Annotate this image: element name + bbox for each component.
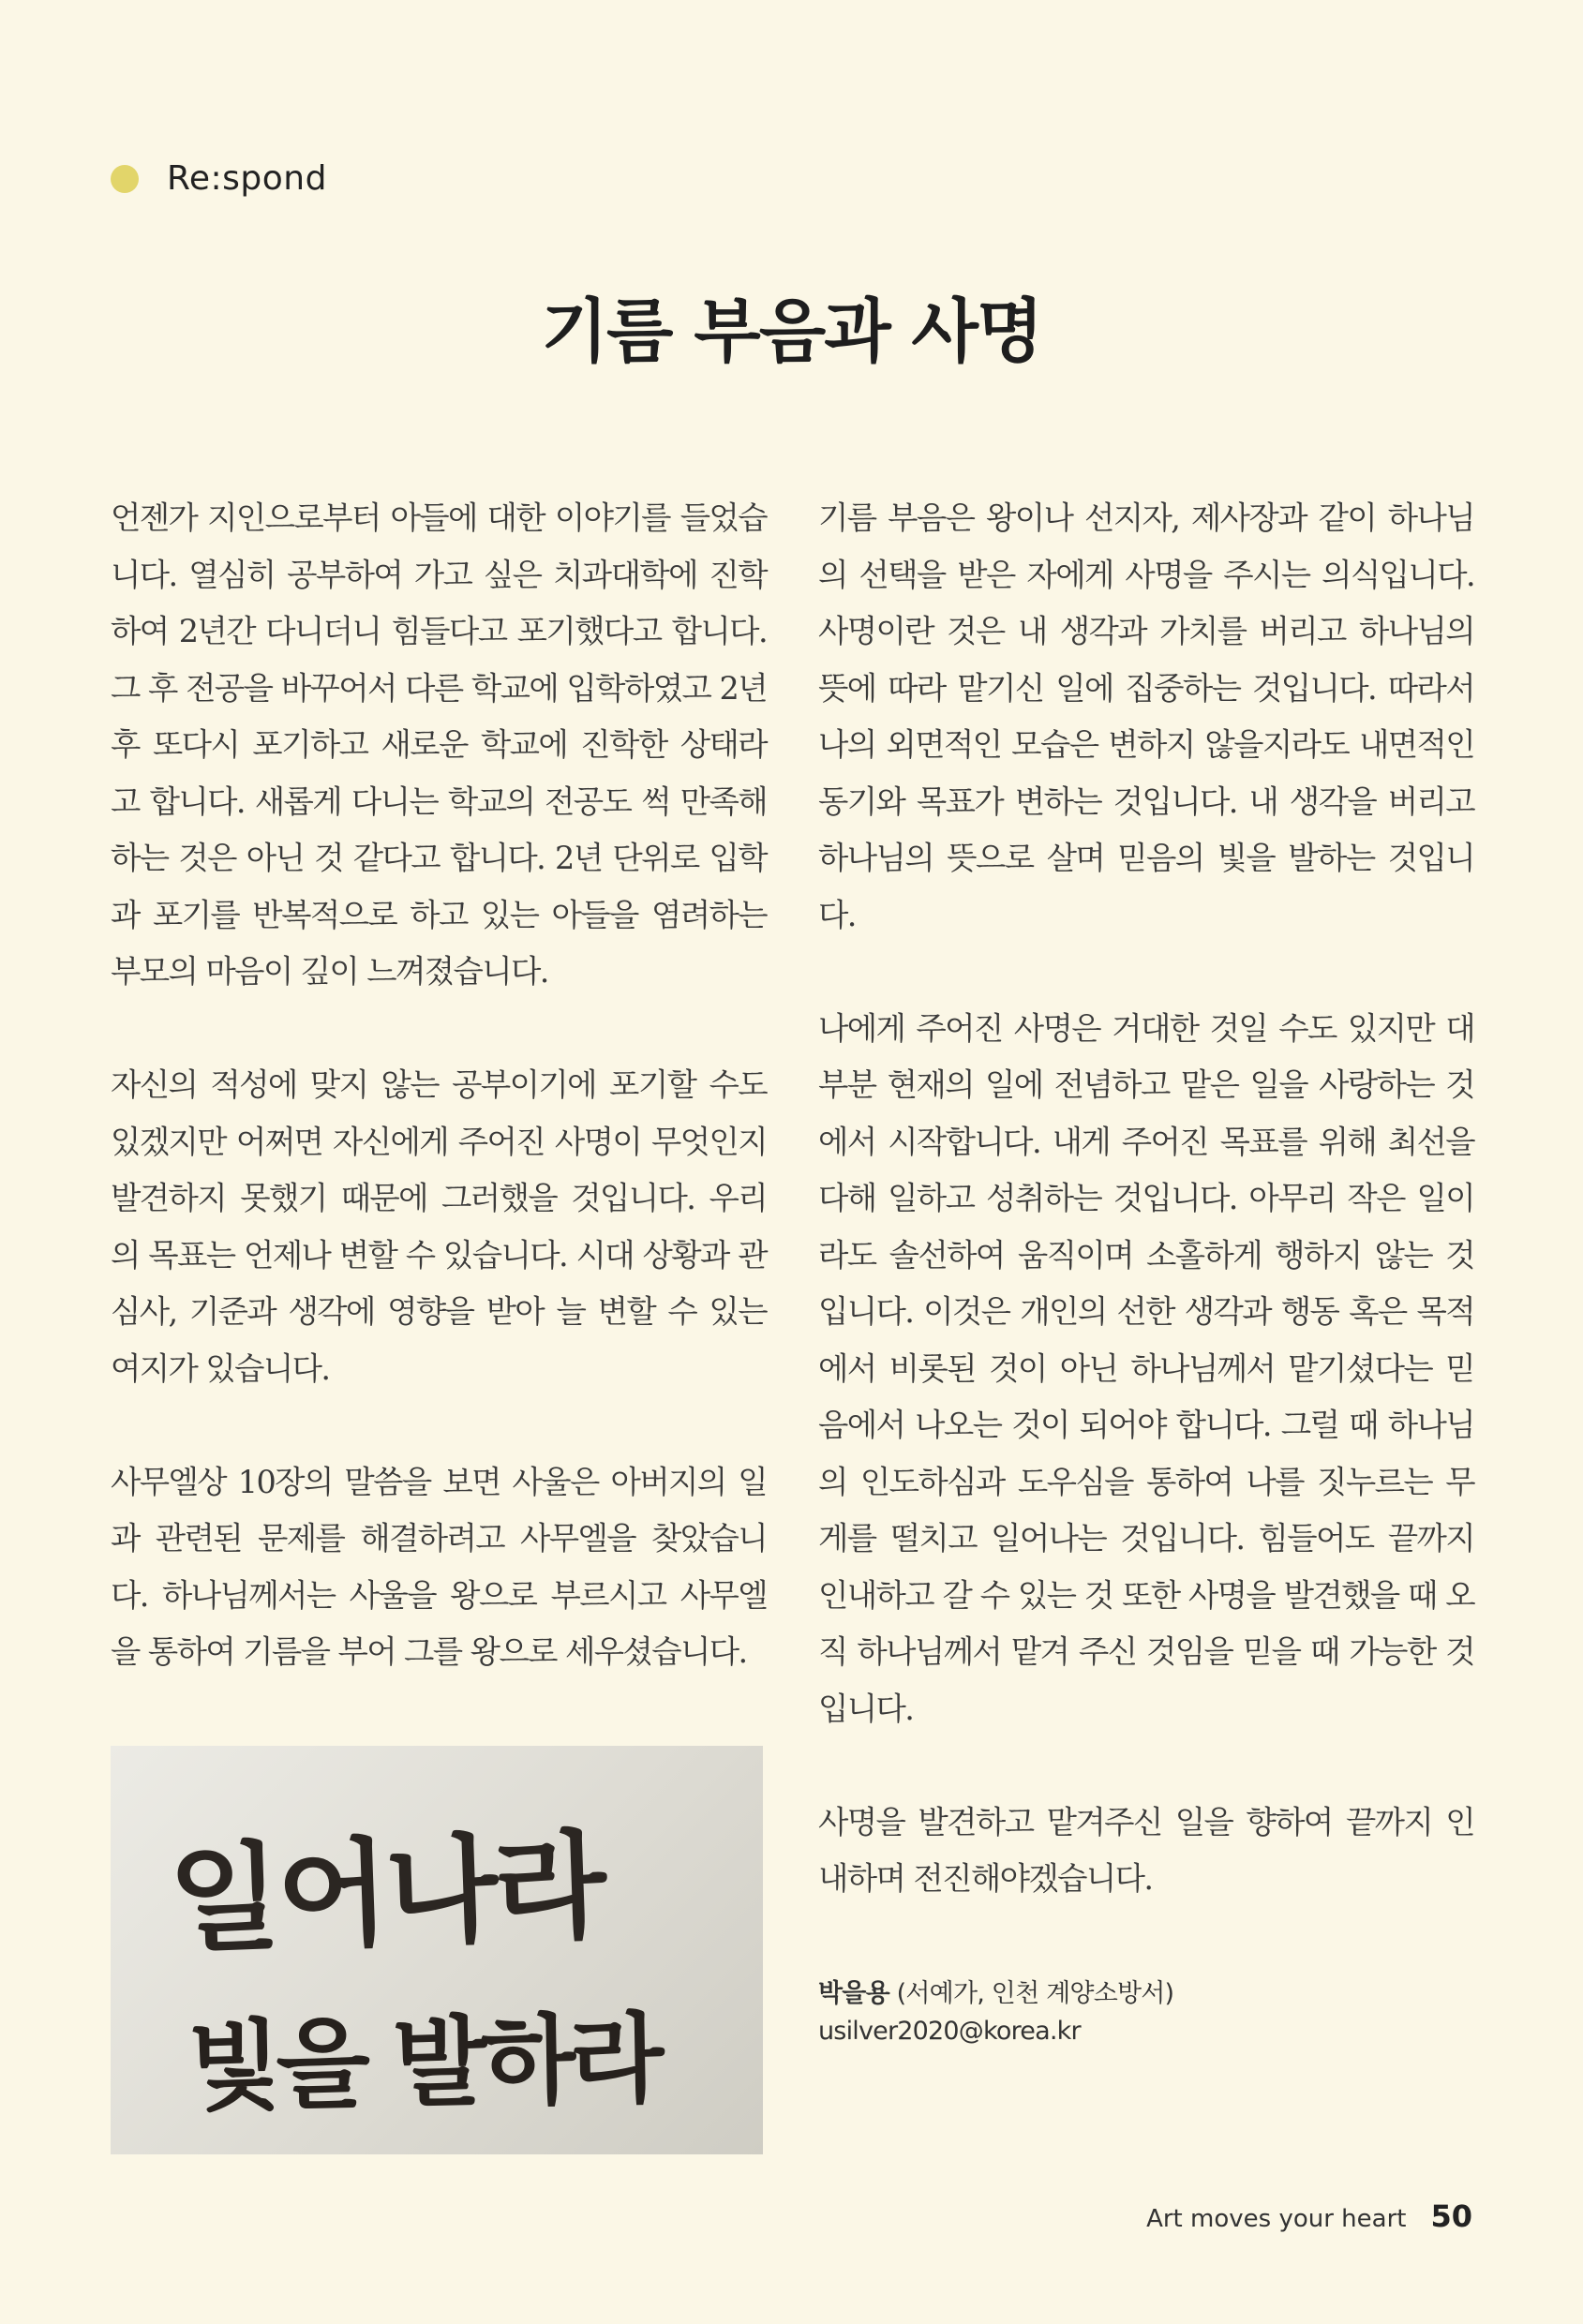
page-footer	[1146, 2198, 1472, 2234]
paragraph: 언젠가 지인으로부터 아들에 대한 이야기를 들었습니다. 열심히 공부하여 가고 싶은 치과대학에 진학하여 2년간 다니더니 힘들다고 포기했다고 합니다. 그 후 전공을 바꾸어서 다른 학교에 입학하였고 2년 후 또다시 포기하고 새로운 학교에 진학한 상태라고 합니다. 새롭게 다니는 학교의 전공도 썩 만족해하는 것은 아닌 것 같다고 합니다. 2년 단위로 입학과 포기를 반복적으로 하고 있는 아들을 염려하는 부모의 마음이 깊이 느껴졌습니다.	[111, 499, 767, 990]
author-email: usilver2020@korea.kr	[818, 2017, 1081, 2046]
page-number: 50	[1430, 2198, 1472, 2234]
paragraph: 자신의 적성에 맞지 않는 공부이기에 포기할 수도 있겠지만 어쩌면 자신에게 주어진 사명이 무엇인지 발견하지 못했기 때문에 그러했을 것입니다. 우리의 목표는 언제나 변할 수 있습니다. 시대 상황과 관심사, 기준과 생각에 영향을 받아 늘 변할 수 있는 여지가 있습니다.	[111, 1066, 767, 1387]
right-column	[818, 490, 1474, 1964]
paragraph: 사명을 발견하고 맡겨주신 일을 향하여 끝까지 인내하며 전진해야겠습니다.	[818, 1803, 1474, 1897]
author-line	[818, 1975, 1173, 2013]
paragraph: 사무엘상 10장의 말씀을 보면 사울은 아버지의 일과 관련된 문제를 해결하려고 사무엘을 찾았습니다. 하나님께서는 사울을 왕으로 부르시고 사무엘을 통하여 기름을 부어 그를 왕으로 세우셨습니다.	[111, 1463, 767, 1670]
section-tag	[111, 159, 327, 198]
calligraphy-line-2: 빛을 발하라	[186, 2001, 660, 2124]
calligraphy-image	[111, 1746, 763, 2154]
calligraphy-line-1: 일어나라	[166, 1818, 605, 1970]
author-info	[818, 1975, 1173, 2050]
bullet-dot-icon	[111, 165, 139, 193]
footer-tagline: Art moves your heart	[1146, 2205, 1407, 2233]
paragraph: 나에게 주어진 사명은 거대한 것일 수도 있지만 대부분 현재의 일에 전념하고 맡은 일을 사랑하는 것에서 시작합니다. 내게 주어진 목표를 위해 최선을 다해 일하고 성취하는 것입니다. 아무리 작은 일이라도 솔선하여 움직이며 소홀하게 행하지 않는 것입니다. 이것은 개인의 선한 생각과 행동 혹은 목적에서 비롯된 것이 아닌 하나님께서 맡기셨다는 믿음에서 나오는 것이 되어야 합니다. 그럴 때 하나님의 인도하심과 도우심을 통하여 나를 짓누르는 무게를 떨치고 일어나는 것입니다. 힘들어도 끝까지 인내하고 갈 수 있는 것 또한 사명을 발견했을 때 오직 하나님께서 맡겨 주신 것임을 믿을 때 가능한 것입니다.	[818, 1009, 1474, 1727]
author-affiliation: (서예가, 인천 계양소방서)	[896, 1979, 1174, 2008]
article-title: 기름 부음과 사명	[541, 291, 1042, 372]
left-column	[111, 490, 767, 1737]
author-name: 박을용	[818, 1979, 889, 2008]
paragraph: 기름 부음은 왕이나 선지자, 제사장과 같이 하나님의 선택을 받은 자에게 사명을 주시는 의식입니다. 사명이란 것은 내 생각과 가치를 버리고 하나님의 뜻에 따라 맡기신 일에 집중하는 것입니다. 따라서 나의 외면적인 모습은 변하지 않을지라도 내면적인 동기와 목표가 변하는 것입니다. 내 생각을 버리고 하나님의 뜻으로 살며 믿음의 빛을 발하는 것입니다.	[818, 499, 1474, 933]
section-label: Re:spond	[167, 159, 327, 198]
